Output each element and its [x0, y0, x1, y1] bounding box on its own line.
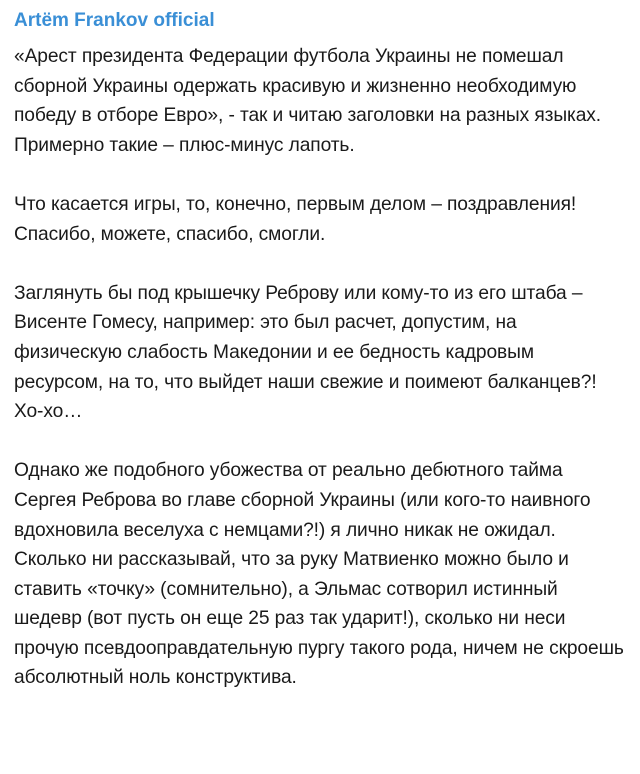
post-paragraph-1: «Арест президента Федерации футбола Украины не помешал сборной Украины одержать красивую и жизненно необходимую победу в отборе Евро», - так и читаю заголовки на разных языках. Примерно такие – плюс-минус лапоть. — [14, 46, 602, 156]
post-author-name[interactable]: Artëm Frankov official — [14, 10, 215, 31]
post-body — [14, 42, 626, 693]
post-paragraph-4: Однако же подобного убожества от реально дебютного тайма Сергея Реброва во главе сборной Украины (или кого-то наивного вдохновила веселуха с немцами?!) я лично никак не ожидал. Сколько ни рассказывай, что за руку Матвиенко можно было и ставить «точку» (сомнительно), а Эльмас сотворил истинный шедевр (вот пусть он еще 25 раз так ударит!), сколько ни неси прочую псевдооправдательную пургу такого рода, ничем не скроешь абсолютный ноль конструктива. — [14, 460, 624, 689]
post-paragraph-2: Что касается игры, то, конечно, первым делом – поздравления! Спасибо, можете, спасибо, смогли. — [14, 193, 577, 245]
post-paragraph-3: Заглянуть бы под крышечку Реброву или кому-то из его штаба – Висенте Гомесу, например: это был расчет, допустим, на физическую слабость Македонии и ее бедность кадровым ресурсом, на то, что выйдет наши свежие и поимеют балканцев?! Хо-хо… — [14, 282, 597, 423]
